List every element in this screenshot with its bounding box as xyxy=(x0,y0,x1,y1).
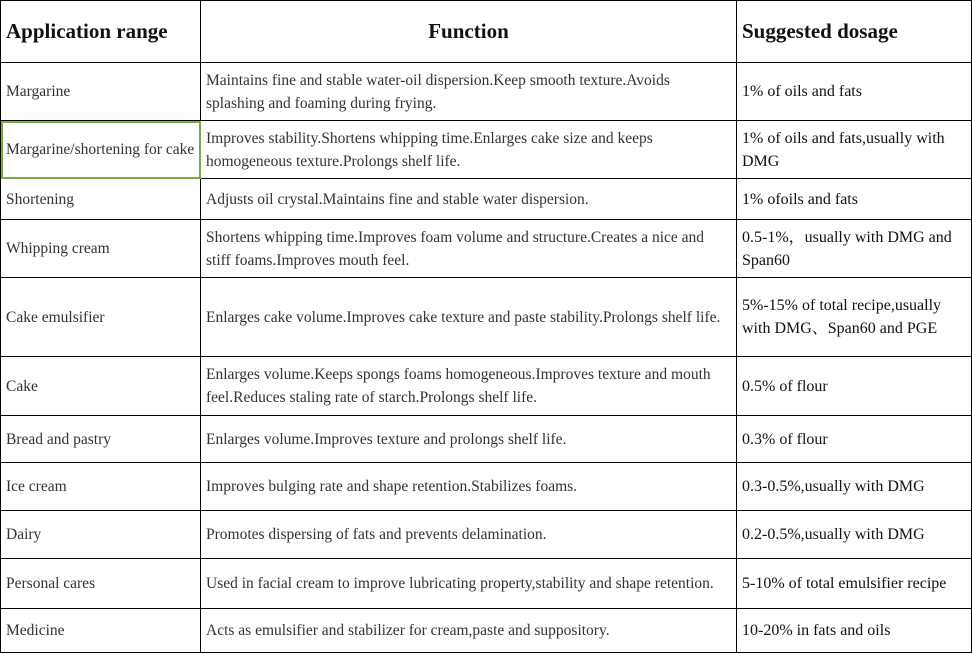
cell-application[interactable]: Personal cares xyxy=(1,559,201,609)
cell-dosage[interactable]: 5-10% of total emulsifier recipe xyxy=(737,559,972,609)
table-row xyxy=(1,609,972,653)
cell-function[interactable]: Enlarges cake volume.Improves cake texture and paste stability.Prolongs shelf life. xyxy=(201,278,737,357)
cell-function[interactable]: Enlarges volume.Keeps spongs foams homogeneous.Improves texture and mouth feel.Reduces staling rate of starch.Prolongs shelf life. xyxy=(201,357,737,416)
cell-application[interactable]: Medicine xyxy=(1,609,201,653)
cell-function[interactable]: Shortens whipping time.Improves foam volume and structure.Creates a nice and stiff foams.Improves mouth feel. xyxy=(201,220,737,278)
cell-dosage[interactable]: 0.5-1%，usually with DMG and Span60 xyxy=(737,220,972,278)
cell-function[interactable]: Improves stability.Shortens whipping time.Enlarges cake size and keeps homogeneous texture.Prolongs shelf life. xyxy=(201,121,737,179)
cell-dosage[interactable]: 1% of oils and fats,usually with DMG xyxy=(737,121,972,179)
cell-dosage[interactable]: 0.3% of flour xyxy=(737,416,972,463)
cell-function[interactable]: Acts as emulsifier and stabilizer for cream,paste and suppository. xyxy=(201,609,737,653)
table-row xyxy=(1,559,972,609)
cell-dosage[interactable]: 1% ofoils and fats xyxy=(737,179,972,220)
table-row xyxy=(1,278,972,357)
cell-application[interactable]: Cake xyxy=(1,357,201,416)
cell-function[interactable]: Maintains fine and stable water-oil dispersion.Keep smooth texture.Avoids splashing and foaming during frying. xyxy=(201,63,737,121)
cell-dosage[interactable]: 1% of oils and fats xyxy=(737,63,972,121)
cell-application[interactable]: Cake emulsifier xyxy=(1,278,201,357)
cell-application-selected[interactable]: Margarine/shortening for cake xyxy=(1,121,201,179)
cell-function[interactable]: Used in facial cream to improve lubricating property,stability and shape retention. xyxy=(201,559,737,609)
cell-dosage[interactable]: 0.5% of flour xyxy=(737,357,972,416)
cell-dosage[interactable]: 5%-15% of total recipe,usually with DMG、Span60 and PGE xyxy=(737,278,972,357)
table-row xyxy=(1,511,972,559)
table-row xyxy=(1,179,972,220)
cell-application[interactable]: Shortening xyxy=(1,179,201,220)
cell-application[interactable]: Ice cream xyxy=(1,463,201,511)
table-row xyxy=(1,463,972,511)
table-row xyxy=(1,220,972,278)
cell-dosage[interactable]: 0.2-0.5%,usually with DMG xyxy=(737,511,972,559)
cell-dosage[interactable]: 10-20% in fats and oils xyxy=(737,609,972,653)
header-function[interactable]: Function xyxy=(201,1,737,63)
header-row xyxy=(1,1,972,63)
cell-application[interactable]: Margarine xyxy=(1,63,201,121)
header-suggested-dosage[interactable]: Suggested dosage xyxy=(737,1,972,63)
cell-dosage[interactable]: 0.3-0.5%,usually with DMG xyxy=(737,463,972,511)
cell-application[interactable]: Dairy xyxy=(1,511,201,559)
cell-function[interactable]: Improves bulging rate and shape retention.Stabilizes foams. xyxy=(201,463,737,511)
table-row xyxy=(1,416,972,463)
cell-application[interactable]: Bread and pastry xyxy=(1,416,201,463)
cell-function[interactable]: Enlarges volume.Improves texture and prolongs shelf life. xyxy=(201,416,737,463)
table-row xyxy=(1,357,972,416)
cell-application[interactable]: Whipping cream xyxy=(1,220,201,278)
cell-function[interactable]: Promotes dispersing of fats and prevents delamination. xyxy=(201,511,737,559)
table-row xyxy=(1,121,972,179)
header-application-range[interactable]: Application range xyxy=(1,1,201,63)
cell-function[interactable]: Adjusts oil crystal.Maintains fine and stable water dispersion. xyxy=(201,179,737,220)
table-row xyxy=(1,63,972,121)
